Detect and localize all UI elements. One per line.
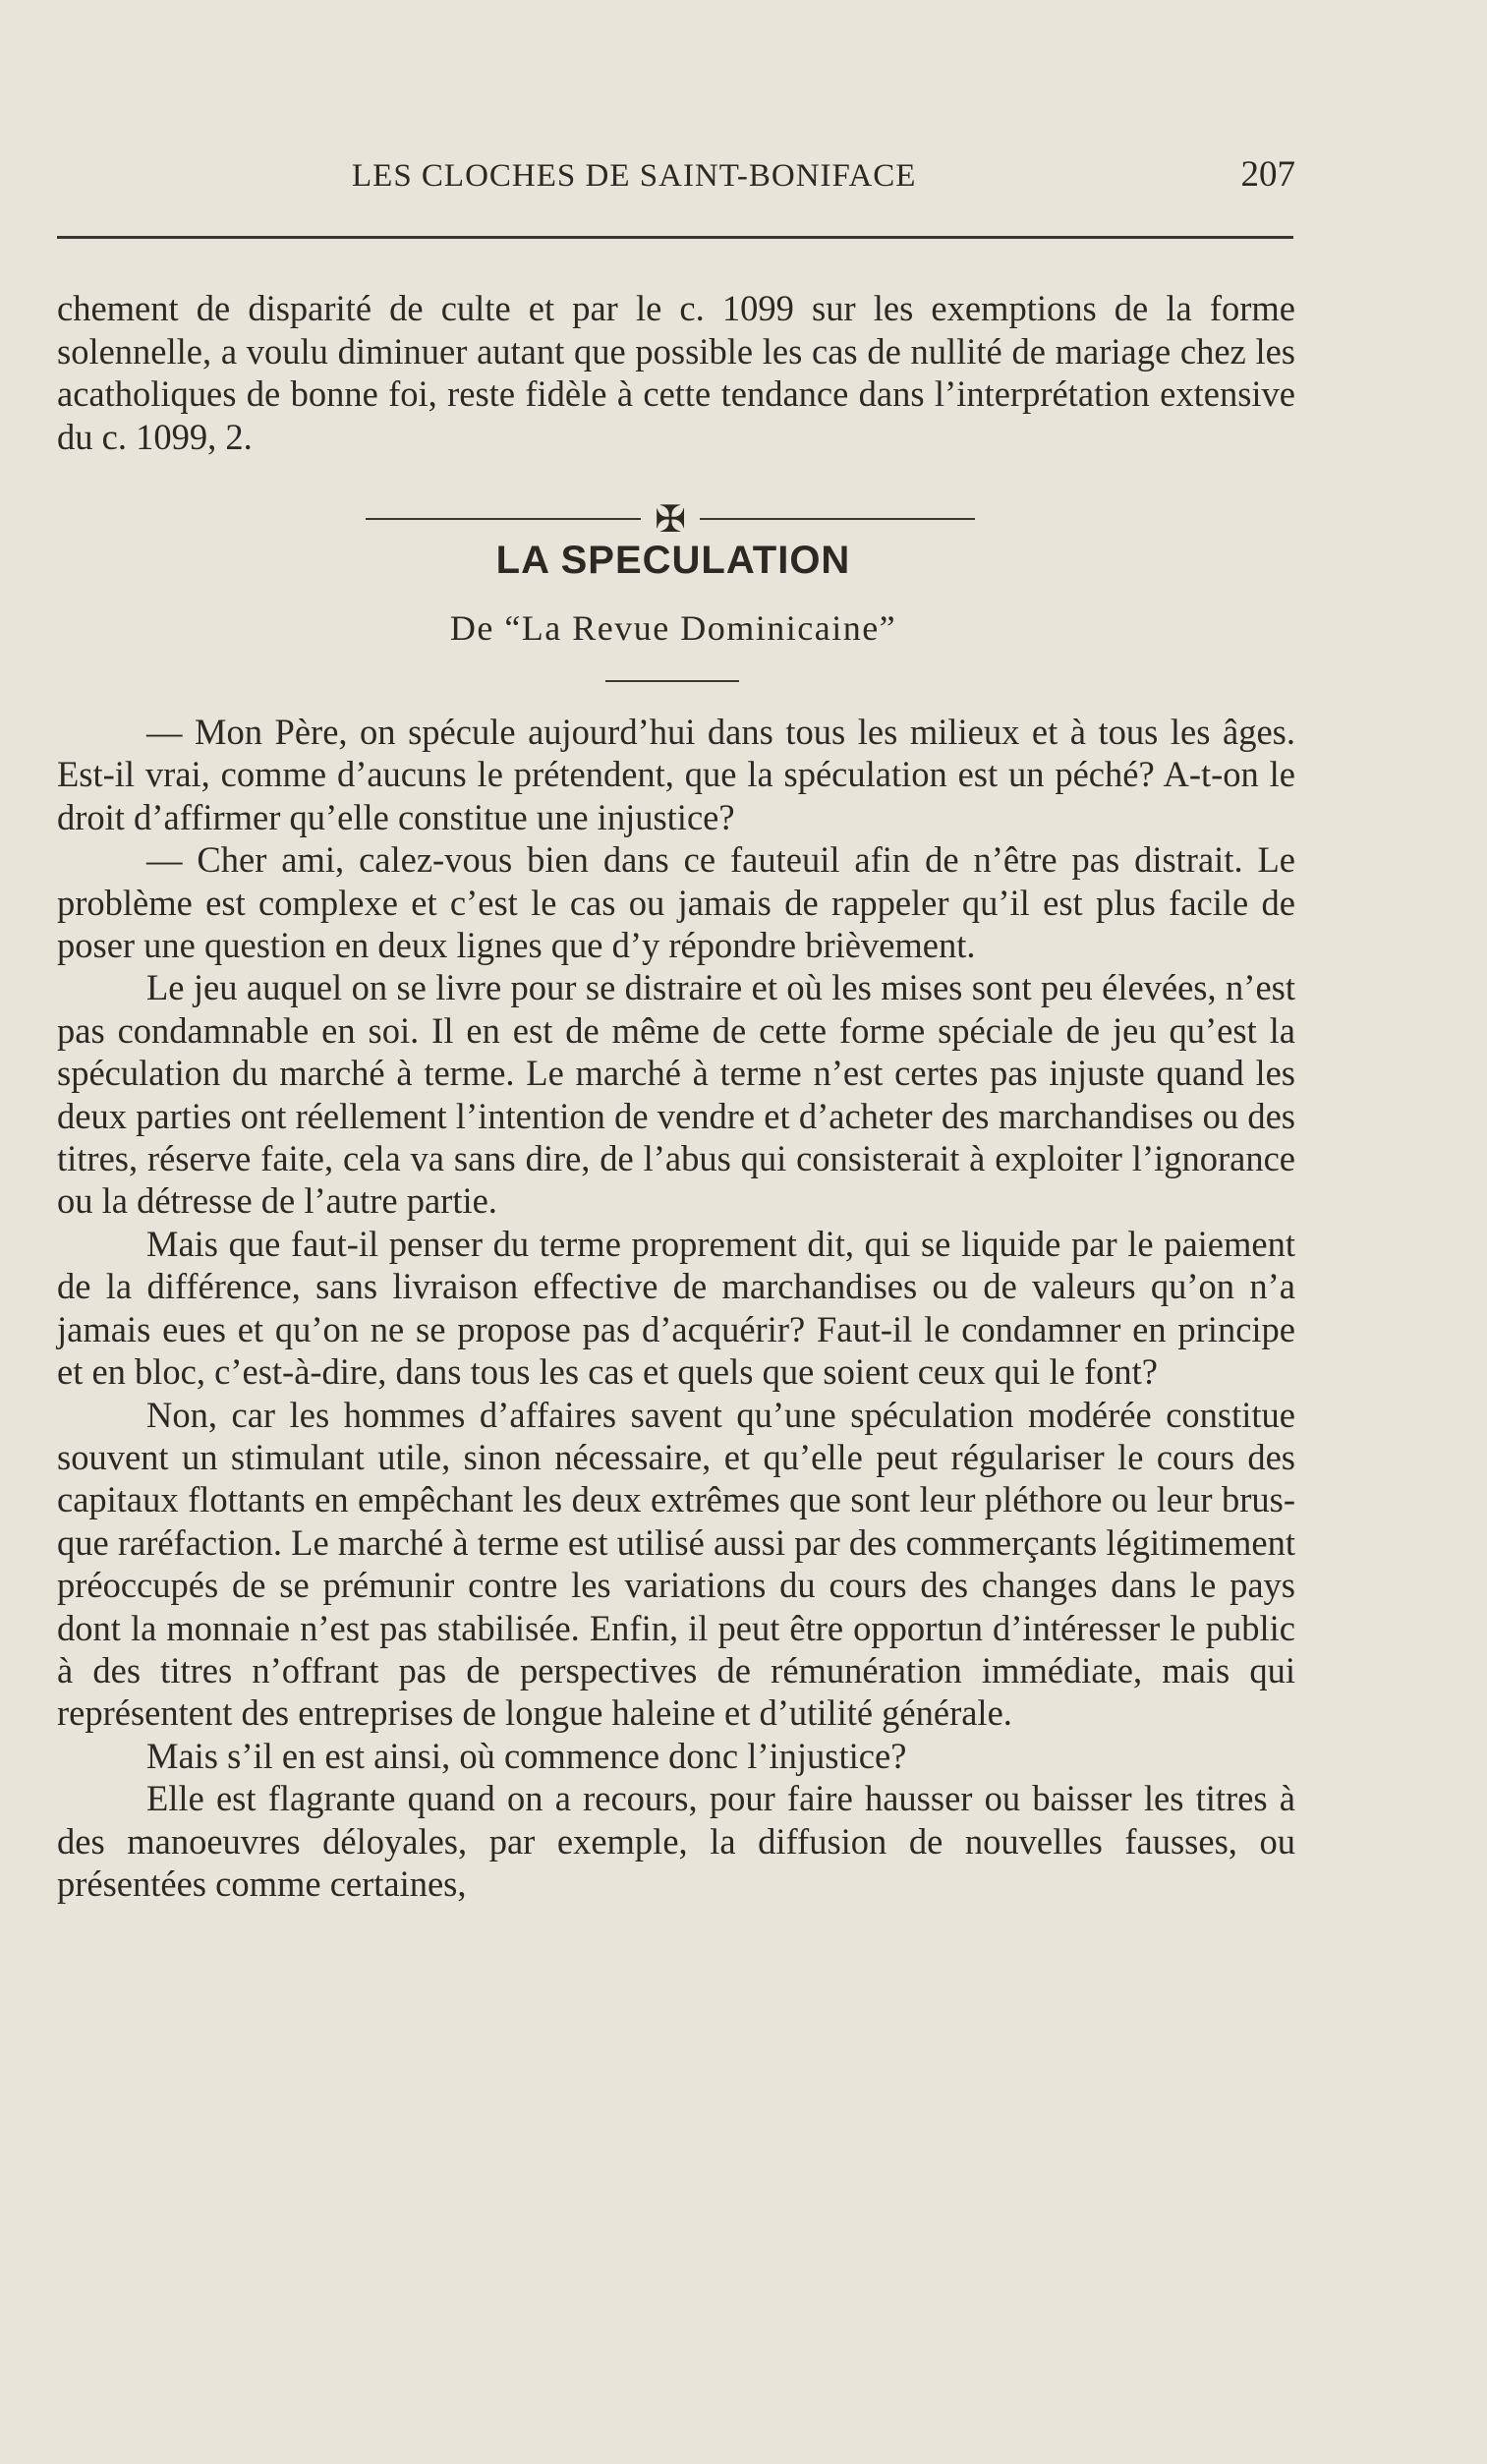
header-rule — [57, 236, 1293, 239]
paragraph: Le jeu auquel on se livre pour se distraire et où les mises sont peu élevées, n’est pas condamnable en soi. Il en est de même de cette forme spéciale de jeu qu’est la spéculation du marché à terme. Le marché à terme n’est certes pas injuste quand les deux parties ont réellement l’intention de vendre et d’acheter des marchandises ou des titres, réserve faite, cela va sans dire, de l’abus qui consisterait à exploiter l’ignorance ou la détresse de l’autre partie. — [57, 967, 1295, 1222]
running-head — [57, 153, 1295, 196]
divider-line-right — [700, 518, 975, 520]
article-body — [57, 711, 1295, 1905]
paragraph: — Cher ami, calez-vous bien dans ce fauteuil afin de n’être pas distrait. Le problème est complexe et c’est le cas ou jamais de rappeler qu’il est plus facile de poser une question en deux lignes que d’y répondre brièvement. — [57, 839, 1295, 966]
paragraph: — Mon Père, on spécule aujourd’hui dans tous les milieux et à tous les âges. Est-il vrai, comme d’aucuns le prétendent, que la spéculation est un péché? A-t-on le droit d’affirmer qu’elle constitue une injustice? — [57, 712, 1295, 837]
page-number: 207 — [1240, 154, 1295, 195]
opening-paragraph-block — [57, 287, 1295, 458]
running-title: LES CLOCHES DE SAINT-BONIFACE — [352, 158, 917, 194]
section-divider — [366, 499, 975, 539]
paragraph: Elle est flagrante quand on a recours, pour faire hausser ou baisser les titres à des manoeuvres déloyales, par exemple, la diffusion de nouvelles fausses, ou présentées comme certaines, — [57, 1778, 1295, 1904]
section-source: De “La Revue Dominicaine” — [449, 608, 897, 648]
title-short-rule — [605, 680, 739, 682]
maltese-cross-icon: ✠ — [655, 497, 686, 541]
section-title: LA SPECULATION — [495, 539, 851, 582]
paragraph: Mais que faut-il penser du terme proprement dit, qui se liquide par le paiement de la différence, sans livraison effective de marchandises ou de valeurs qu’on n’a jamais eues et qu’on ne se propose pas d’acquérir? Faut-il le condamner en principe et en bloc, c’est-à-dire, dans tous les cas et quels que soient ceux qui le font? — [57, 1223, 1295, 1393]
paragraph: Mais s’il en est ainsi, où commence donc l’injustice? — [146, 1735, 907, 1776]
opening-paragraph: chement de disparité de culte et par le c. 1099 sur les exemptions de la forme solennelle, a voulu diminuer autant que possible les cas de nullité de mariage chez les acatholiques de bonne foi, reste fidèle à cette tendance dans l’interprétation extensive du c. 1099, 2. — [57, 288, 1295, 457]
paragraph: Non, car les hommes d’affaires savent qu’une spéculation modérée constitue souvent un stimulant utile, sinon nécessaire, et qu’elle peut régulariser le cours des capitaux flottants en empêchant les deux extrêmes que sont leur pléthore ou leur brusque raréfaction. Le marché à terme est utilisé aussi par des commerçants légitimement préoccupés de se prémunir contre les variations du cours des changes dans le pays dont la monnaie n’est pas stabilisée. Enfin, il peut être opportun d’intéresser le public à des titres n’offrant pas de perspectives de rémunération immédiate, mais qui représentent des entreprises de longue haleine et d’utilité générale. — [57, 1394, 1295, 1734]
divider-line-left — [366, 518, 641, 520]
